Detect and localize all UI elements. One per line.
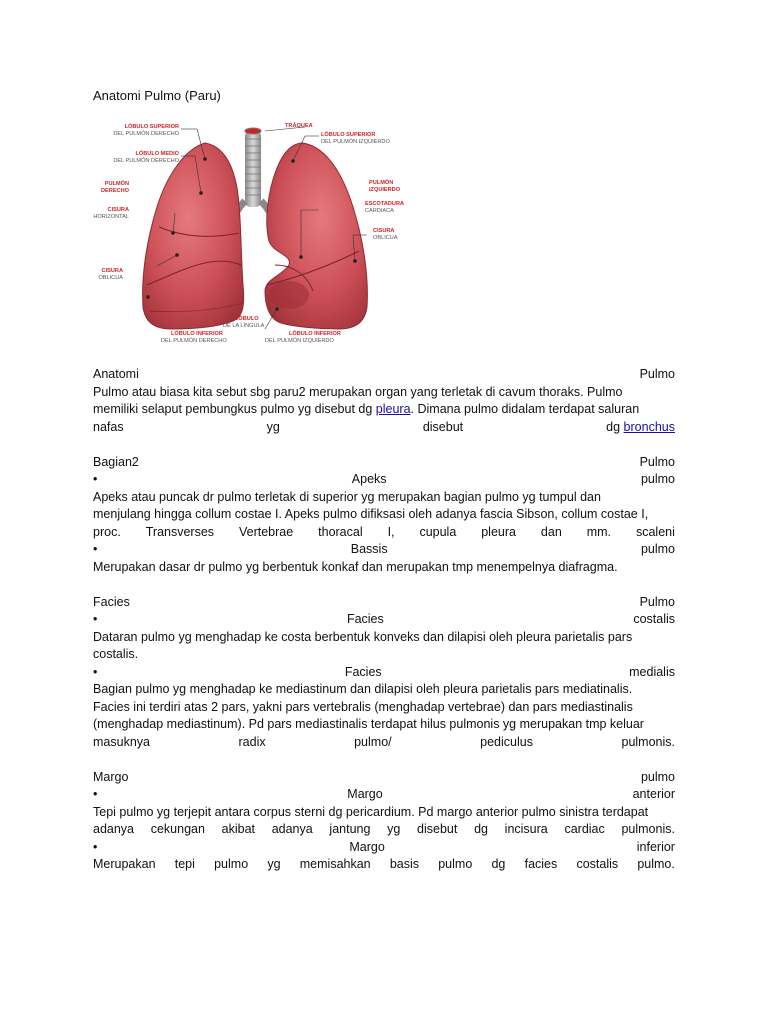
paragraph-line: Merupakan dasar dr pulmo yg berbentuk konkaf dan merupakan tmp menempelnya diafragma. [93,559,618,574]
word: mm. [586,524,612,539]
word-with-link [606,419,675,437]
word: disebut [417,822,458,836]
word: memisahkan [299,857,371,871]
paragraph-line: Pulmo atau biasa kita sebut sbg paru2 merupakan organ yang terletak di cavum thoraks. Pulmo [93,384,623,399]
label-cisura-oblicua-izq: CISURA [373,228,395,234]
paragraph-line [93,821,675,839]
word: pulmo [640,472,675,486]
heading-word: Pulmo [639,594,675,609]
label-escotadura-sub: CARDIACA [365,208,394,214]
label-escotadura: ESCOTADURA [365,201,405,207]
word: disebut [422,419,464,434]
label-lobulo-sup-der: LÓBULO SUPERIOR [124,124,179,130]
paragraph-line: Bagian pulmo yg menghadap ke mediastinum dan dilapisi oleh pleura parietalis pars mediatinalis. [93,682,633,696]
word: Facies [346,612,384,626]
word: incisura [504,822,548,836]
heading-word: Margo [93,769,129,784]
word: costalis [633,612,675,626]
word: proc. [93,524,121,539]
word: dg [491,857,506,871]
label-cisura-horizontal-sub: HORIZONTAL [93,214,129,220]
word: scaleni [635,524,675,539]
word: Margo [349,839,385,854]
label-lobulo-sup-izq-sub: DEL PULMÓN IZQUIERDO [321,139,390,145]
heading-word: Bagian2 [93,454,139,469]
text-run: memiliki selaput pembungkus pulmo yg disebut dg [93,402,376,416]
word: cardiac [564,822,605,836]
label-lobulo-inf-izq-sub: DEL PULMÓN IZQUIERDO [265,338,334,344]
heading-word: Anatomi [93,367,139,381]
pleura-link[interactable]: pleura [375,402,411,416]
paragraph-line [93,524,675,542]
word: radix [238,734,266,749]
label-cisura-oblicua-der: CISURA [101,268,123,274]
paragraph-line: (menghadap mediastinum). Pd pars mediastinalis terdapat hilus pulmonis yg merupakan tmp keluar [93,717,644,731]
bullet: • [93,612,98,626]
word: facies [524,857,558,871]
word: Facies [344,664,382,679]
word: yg [266,419,280,434]
word: pulmonis. [621,734,675,749]
word: yg [267,857,281,871]
word: pleura [481,524,516,539]
bullet-margo-inferior [93,839,675,857]
word: pulmo [214,857,249,871]
paragraph-line: costalis. [93,647,139,661]
section-heading-bagian [93,454,675,472]
word: Merupakan [93,857,156,871]
left-lung-shape [265,143,367,329]
bullet: • [93,542,98,556]
document-title: Anatomi Pulmo (Paru) [93,88,221,103]
word: cekungan [150,822,205,836]
paragraph-line [93,856,675,874]
spacer [93,436,675,454]
word: cupula [419,524,457,539]
label-traquea: TRÁQUEA [285,123,313,129]
right-lung-shape [143,143,244,329]
heading-word: Pulmo [639,367,675,381]
word: dg [474,822,488,836]
word: Vertebrae [238,524,294,539]
document-body [93,366,675,874]
label-cisura-oblicua-izq-sub: OBLICUA [373,235,398,241]
label-lobulo-sup-der-sub: DEL PULMÓN DERECHO [113,131,179,137]
paragraph-line [93,401,675,419]
label-lobulo-medio-sub: DEL PULMÓN DERECHO [113,158,179,164]
paragraph-line: Apeks atau puncak dr pulmo terletak di superior yg merupakan bagian pulmo yg tumpul dan [93,489,601,504]
label-pulmon-izq: PULMÓN [369,180,394,186]
label-cisura-horizontal: CISURA [107,207,129,213]
bronchus-link[interactable]: bronchus [623,419,675,434]
bullet: • [93,472,98,486]
word: thoracal [318,524,363,539]
word: pulmonis. [621,822,675,836]
word: inferior [636,839,675,854]
label-pulmon-der-sub: DERECHO [101,188,129,194]
word: pulmo [438,857,473,871]
lung-illustration [93,115,417,353]
word: I, [387,524,395,539]
word: pulmo/ [354,734,392,749]
word: adanya [271,822,313,836]
heading-word: pulmo [640,769,675,784]
label-lobulo-inf-izq: LÓBULO INFERIOR [289,331,341,337]
word: dan [540,524,562,539]
spacer [93,751,675,769]
word: medialis [629,664,675,679]
word: Margo [347,787,383,801]
bullet: • [93,664,98,679]
bullet: • [93,839,98,854]
label-pulmon-izq-sub: IZQUIERDO [369,187,401,193]
word: yg [387,822,401,836]
paragraph-line: Dataran pulmo yg menghadap ke costa berbentuk konveks dan dilapisi oleh pleura parietalis pars [93,629,633,644]
word: anterior [632,787,675,801]
word: akibat [221,822,255,836]
bullet-bassis [93,541,675,559]
lung-anatomy-figure [93,115,417,353]
paragraph-line: Tepi pulmo yg terjepit antara corpus sterni dg pericardium. Pd margo anterior pulmo sinistra terdapat [93,804,649,819]
word: jantung [329,822,371,836]
word: Bassis [350,542,388,556]
word: pediculus [480,734,533,749]
word: pulmo. [637,857,675,871]
paragraph-line: menjulang hingga collum costae I. Apeks pulmo difiksasi oleh adanya fascia Sibson, collum costae I, [93,507,649,521]
label-lingula: LÓBULO [235,316,259,322]
section-heading-anatomi [93,366,675,384]
text-run: . Dimana pulmo didalam terdapat saluran [410,402,640,416]
bullet: • [93,787,98,801]
word: costalis [576,857,619,871]
label-cisura-oblicua-der-sub: OBLICUA [98,275,123,281]
label-lobulo-inf-der-sub: DEL PULMÓN DERECHO [161,338,227,344]
label-lobulo-medio: LÓBULO MEDIO [135,151,179,157]
bullet-margo-anterior [93,786,675,804]
section-heading-margo [93,769,675,787]
label-lingula-sub: DE LA LÍNGULA [223,323,265,329]
label-pulmon-der: PULMÓN [104,181,129,187]
paragraph-line [93,419,675,437]
spacer [93,576,675,594]
word: Apeks [351,472,387,486]
word: masuknya [93,734,150,749]
word: pulmo [640,542,675,556]
label-lobulo-inf-der: LÓBULO INFERIOR [171,331,223,337]
bullet-facies-medialis [93,664,675,682]
word: dg [606,419,621,434]
word: Transverses [145,524,215,539]
heading-word: Pulmo [639,454,675,469]
label-lobulo-sup-izq: LÓBULO SUPERIOR [321,132,376,138]
word: nafas [93,419,124,434]
word: basis [389,857,420,871]
paragraph-line [93,734,675,752]
bullet-apeks [93,471,675,489]
word: adanya [93,822,135,836]
word: tepi [174,857,195,871]
bullet-facies-costalis [93,611,675,629]
heading-word: Facies [93,594,130,609]
paragraph-line: Facies ini terdiri atas 2 pars, yakni pars vertebralis (menghadap vertebrae) dan pars mediastinalis [93,699,633,714]
section-heading-facies [93,594,675,612]
